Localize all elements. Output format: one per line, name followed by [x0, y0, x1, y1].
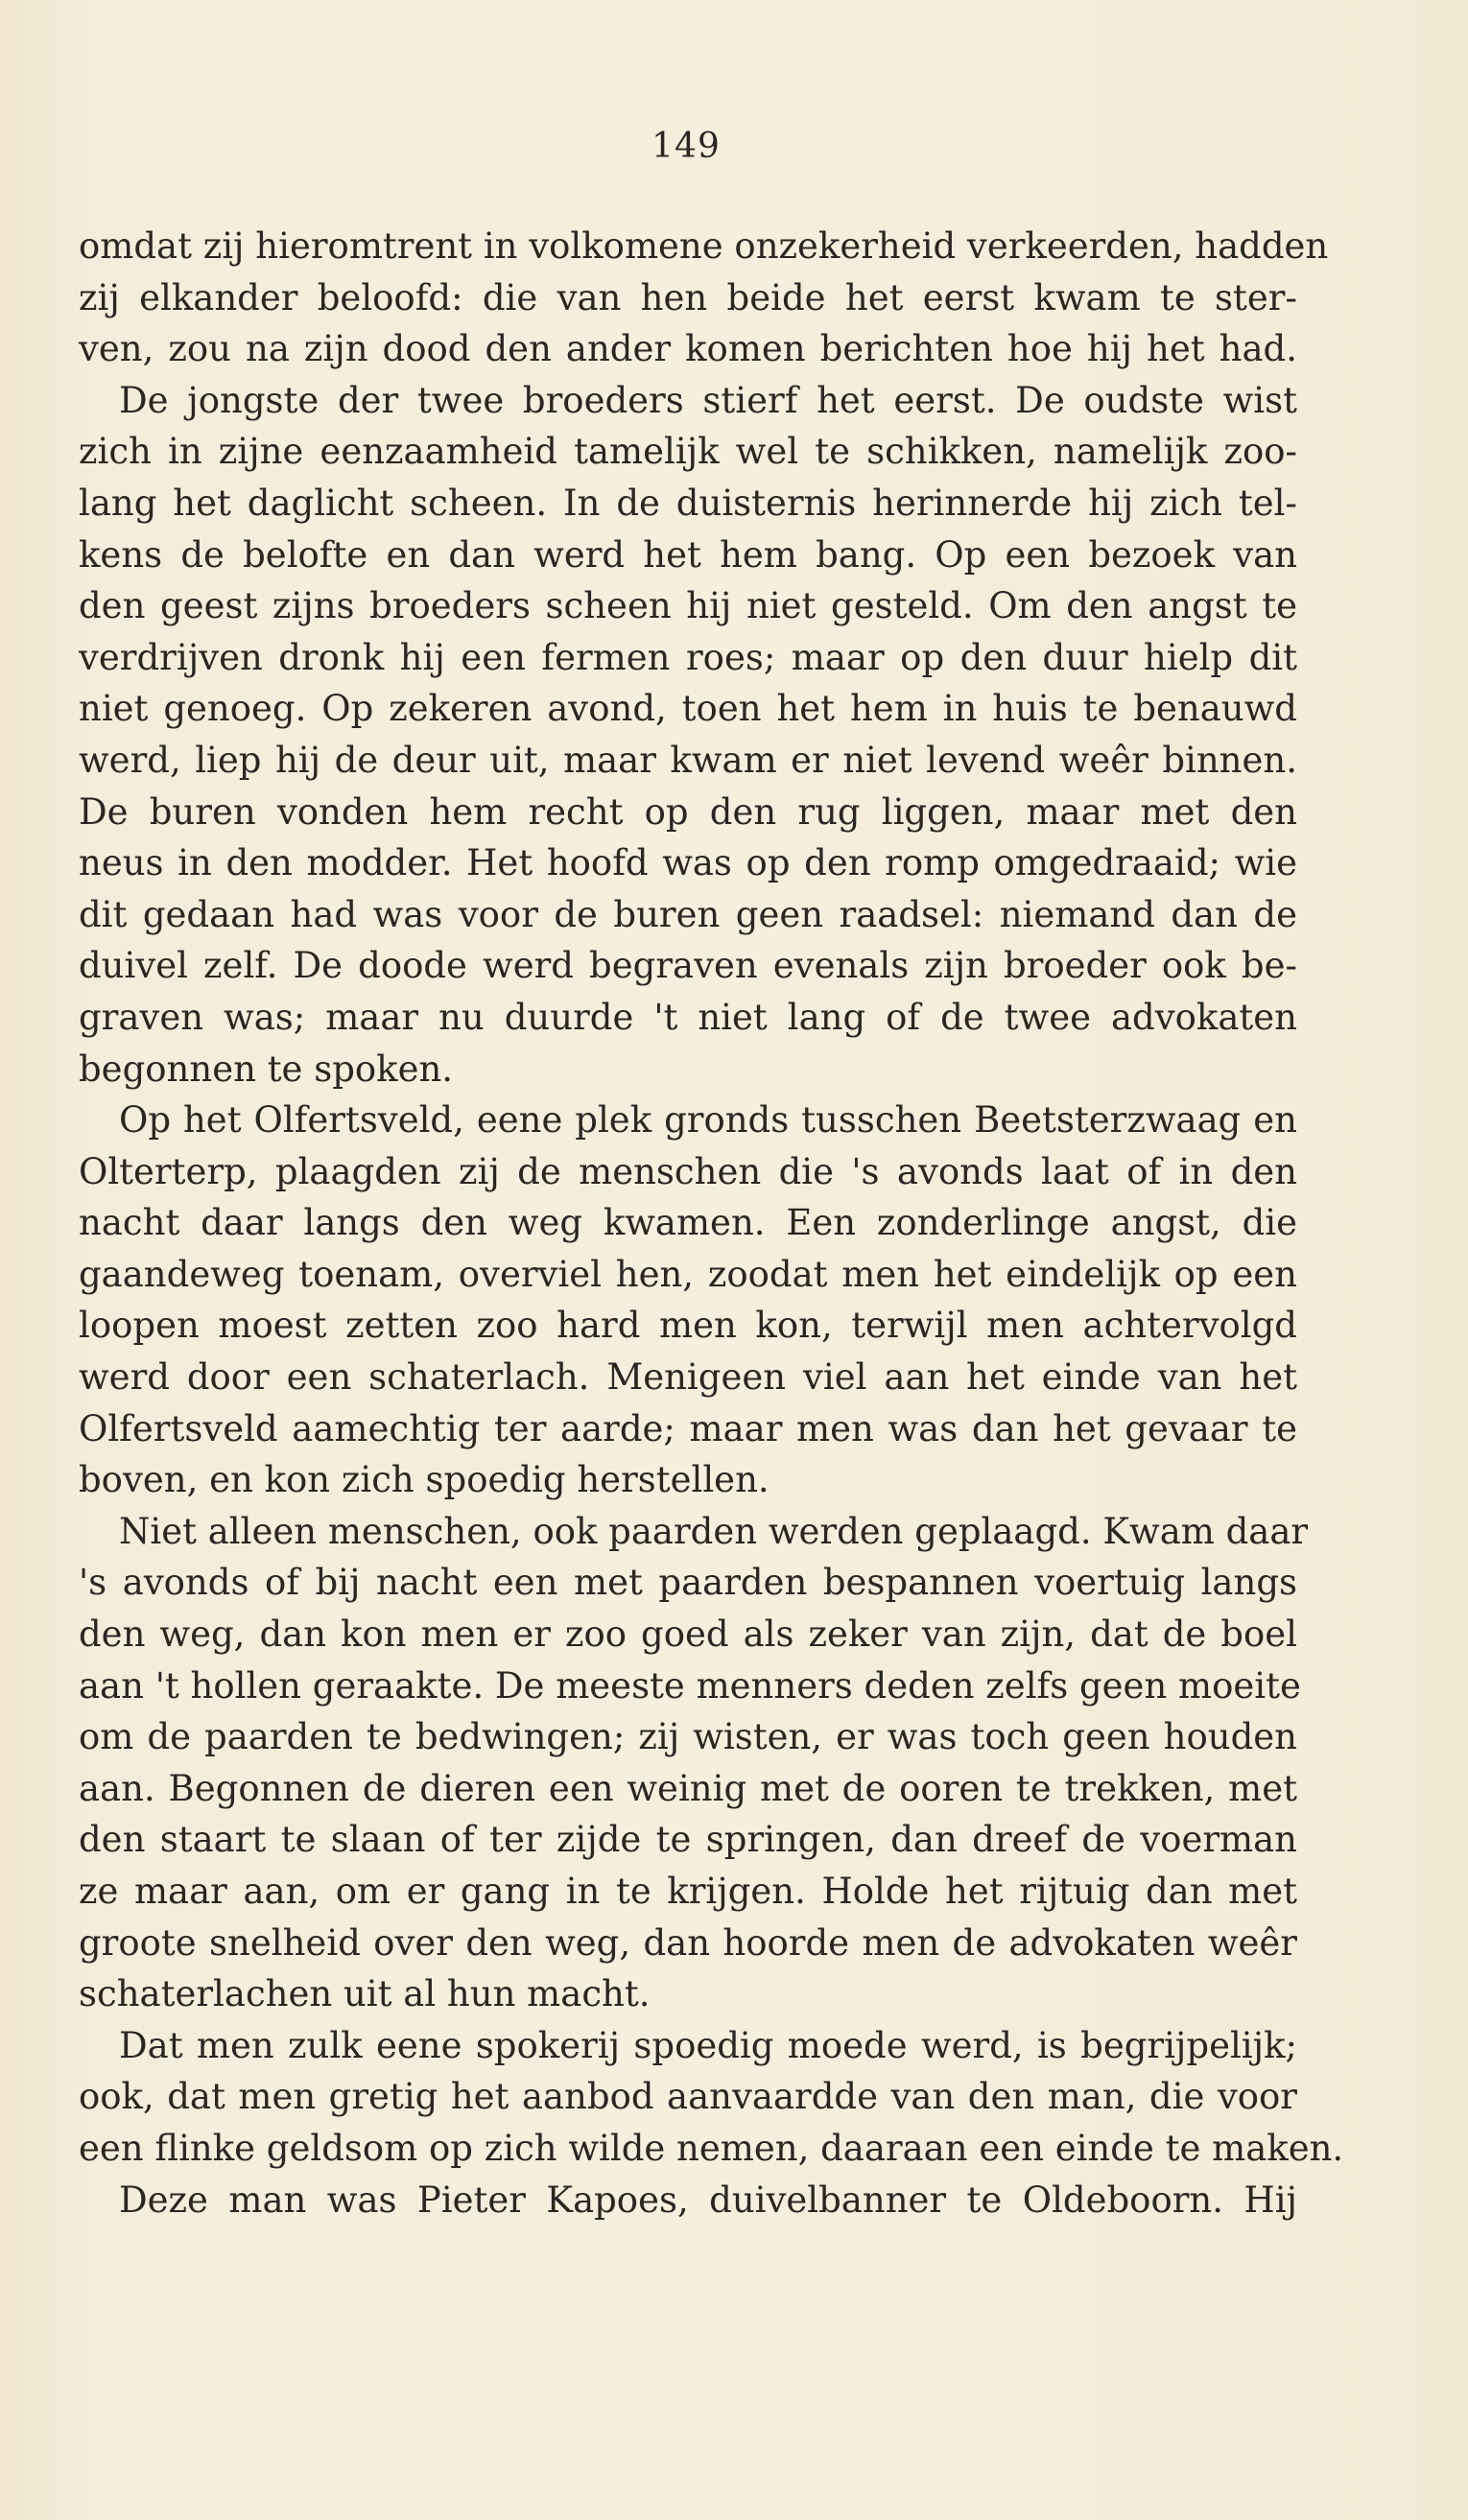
text-line: verdrijven dronk hij een fermen roes; maar op den duur hielp dit: [79, 636, 1297, 678]
text-line: Op het Olfertsveld, eene plek gronds tusschen Beetsterzwaag en: [119, 1099, 1297, 1142]
text-line: nacht daar langs den weg kwamen. Een zonderlinge angst, die: [79, 1202, 1297, 1244]
text-line: om de paarden te bedwingen; zij wisten, er was toch geen houden: [79, 1716, 1297, 1758]
text-line: Olfertsveld aamechtig ter aarde; maar men was dan het gevaar te: [79, 1407, 1297, 1449]
text-line: omdat zij hieromtrent in volkomene onzekerheid verkeerden, hadden: [79, 225, 1329, 267]
text-line: loopen moest zetten zoo hard men kon, terwijl men achtervolgd: [79, 1305, 1297, 1347]
text-line: lang het daglicht scheen. In de duisternis herinnerde hij zich tel-: [79, 482, 1297, 524]
text-line: aan 't hollen geraakte. De meeste menners deden zelfs geen moeite: [79, 1664, 1301, 1707]
text-line: een flinke geldsom op zich wilde nemen, daaraan een einde te maken.: [79, 2127, 1344, 2169]
text-line: De buren vonden hem recht op den rug liggen, maar met den: [79, 790, 1297, 833]
text-line: Olterterp, plaagden zij de menschen die 's avonds laat of in den: [79, 1150, 1297, 1192]
text-line: ven, zou na zijn dood den ander komen berichten hoe hij het had.: [79, 328, 1297, 370]
text-line: groote snelheid over den weg, dan hoorde men de advokaten weêr: [79, 1921, 1297, 1964]
text-line: zij elkander beloofd: die van hen beide het eerst kwam te ster-: [79, 276, 1297, 318]
text-line: ook, dat men gretig het aanbod aanvaardde van den man, die voor: [79, 2076, 1297, 2118]
text-line: ze maar aan, om er gang in te krijgen. Holde het rijtuig dan met: [79, 1871, 1297, 1912]
text-line: zich in zijne eenzaamheid tamelijk wel te schikken, namelijk zoo-: [79, 431, 1297, 473]
text-line: den staart te slaan of ter zijde te springen, dan dreef de voerman: [79, 1819, 1297, 1861]
text-line: werd door een schaterlach. Menigeen viel aan het einde van het: [79, 1356, 1297, 1399]
text-line: dit gedaan had was voor de buren geen raadsel: niemand dan de: [79, 893, 1297, 935]
text-line: begonnen te spoken.: [79, 1048, 454, 1090]
text-line: neus in den modder. Het hoofd was op den romp omgedraaid; wie: [79, 842, 1297, 884]
text-line: Niet alleen menschen, ook paarden werden geplaagd. Kwam daar: [119, 1510, 1309, 1552]
text-line: aan. Begonnen de dieren een weinig met de ooren te trekken, met: [79, 1767, 1297, 1809]
text-line: schaterlachen uit al hun macht.: [79, 1973, 651, 2015]
text-line: niet genoeg. Op zekeren avond, toen het hem in huis te benauwd: [79, 688, 1297, 730]
page-number: 149: [651, 127, 721, 166]
text-line: boven, en kon zich spoedig herstellen.: [79, 1459, 770, 1501]
body-text: [79, 221, 1344, 2226]
text-line: De jongste der twee broeders stierf het eerst. De oudste wist: [119, 379, 1297, 421]
text-line: den weg, dan kon men er zoo goed als zeker van zijn, dat de boel: [79, 1613, 1297, 1656]
text-line: den geest zijns broeders scheen hij niet gesteld. Om den angst te: [79, 585, 1297, 627]
text-line: graven was; maar nu duurde 't niet lang of de twee advokaten: [79, 996, 1297, 1038]
text-line: Deze man was Pieter Kapoes, duivelbanner te Oldeboorn. Hij: [119, 2179, 1297, 2221]
text-line: gaandeweg toenam, overviel hen, zoodat men het eindelijk op een: [79, 1253, 1297, 1295]
text-line: Dat men zulk eene spokerij spoedig moede werd, is begrijpelijk;: [119, 2024, 1297, 2066]
text-line: 's avonds of bij nacht een met paarden bespannen voertuig langs: [79, 1562, 1297, 1604]
text-line: duivel zelf. De doode werd begraven evenals zijn broeder ook be-: [79, 945, 1297, 987]
text-line: werd, liep hij de deur uit, maar kwam er niet levend weêr binnen.: [79, 739, 1297, 781]
text-line: kens de belofte en dan werd het hem bang. Op een bezoek van: [79, 533, 1297, 576]
